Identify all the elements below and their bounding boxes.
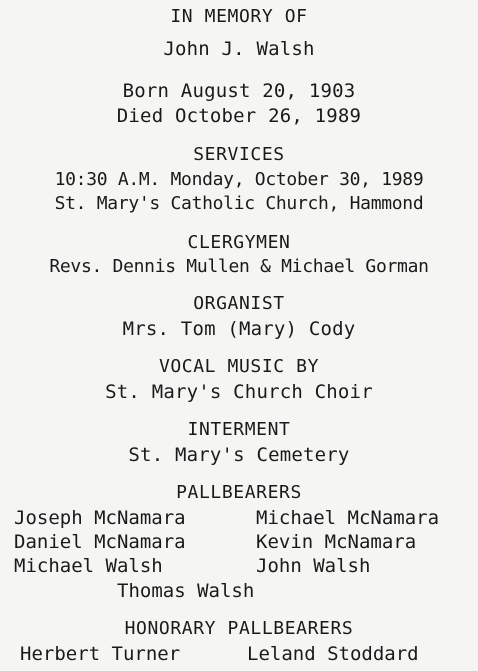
memorial-title: IN MEMORY OF [170,6,308,27]
honorary-heading: HONORARY PALLBEARERS [124,618,354,639]
clergymen-names: Revs. Dennis Mullen & Michael Gorman [49,256,429,277]
honorary-right: Leland Stoddard [247,643,419,665]
death-date: Died October 26, 1989 [116,105,362,127]
pallbearer-left-1: Joseph McNamara [14,507,186,529]
pallbearer-right-1: Michael McNamara [256,507,440,529]
pallbearer-right-2: Kevin McNamara [256,531,417,553]
services-time: 10:30 A.M. Monday, October 30, 1989 [54,169,424,190]
organist-heading: ORGANIST [193,293,285,314]
pallbearers-heading: PALLBEARERS [176,482,302,503]
pallbearer-last: Thomas Walsh [117,580,255,602]
organist-name: Mrs. Tom (Mary) Cody [122,318,356,340]
vocal-heading: VOCAL MUSIC BY [158,356,320,377]
clergymen-heading: CLERGYMEN [187,232,291,253]
pallbearer-right-3: John Walsh [256,555,371,577]
services-heading: SERVICES [193,144,285,165]
interment-place: St. Mary's Cemetery [128,444,350,466]
deceased-name: John J. Walsh [163,38,315,60]
honorary-left: Herbert Turner [20,643,181,665]
pallbearer-left-3: Michael Walsh [14,555,163,577]
birth-date: Born August 20, 1903 [122,80,356,102]
services-place: St. Mary's Catholic Church, Hammond [54,193,424,214]
pallbearer-left-2: Daniel McNamara [14,531,186,553]
vocal-name: St. Mary's Church Choir [105,381,373,403]
interment-heading: INTERMENT [187,419,291,440]
